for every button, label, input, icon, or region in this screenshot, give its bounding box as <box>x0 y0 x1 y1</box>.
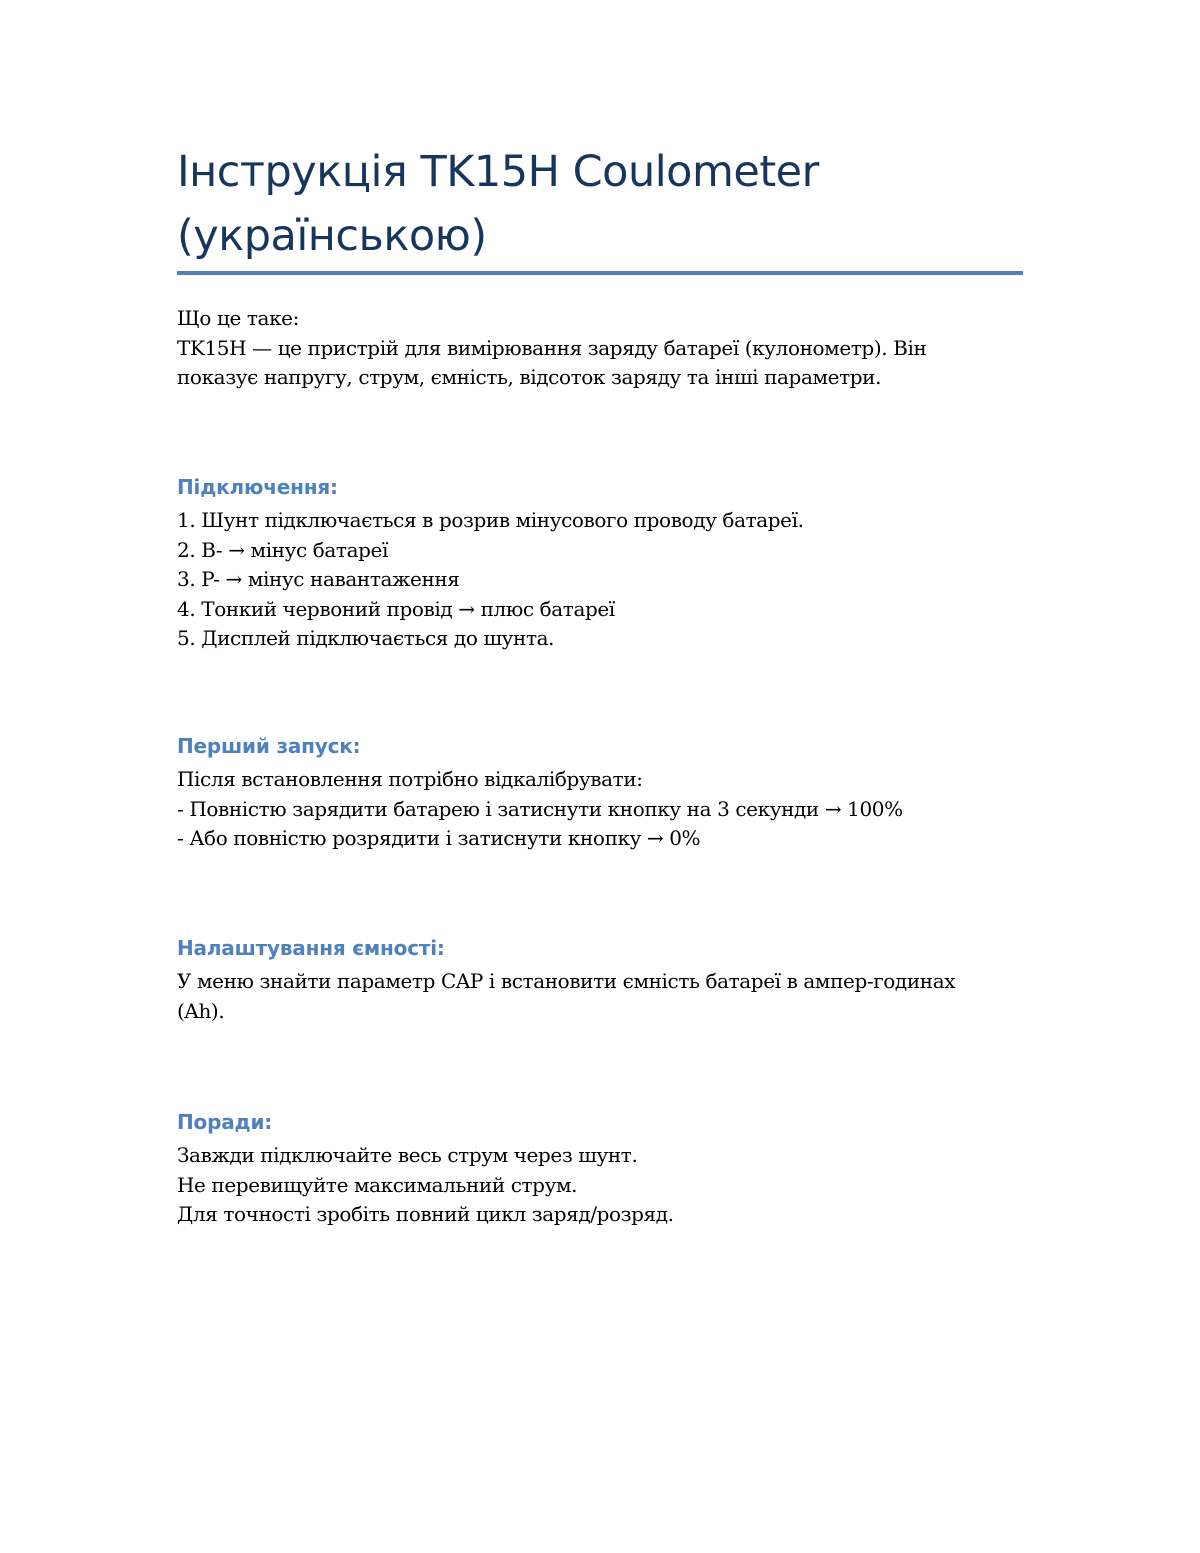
intro-label: Що це таке: <box>177 306 299 330</box>
connection-item-3 <box>177 565 1023 595</box>
item-text: Дисплей підключається до шунта. <box>201 626 555 650</box>
capacity-line-2: (Ah). <box>177 998 225 1023</box>
item-text: → мінус навантаження <box>219 567 460 591</box>
connection-item-4 <box>177 595 1023 625</box>
item-number: 1. <box>177 508 202 532</box>
tips-text <box>177 1141 1023 1230</box>
connection-heading: Підключення: <box>177 475 338 499</box>
first-start-section <box>177 731 1023 854</box>
first-start-line-1: Після встановлення потрібно відкалібрувати: <box>177 767 643 791</box>
capacity-text-post: і встановити ємність батареї в ампер-годинах <box>482 969 956 993</box>
connection-list <box>177 506 1023 654</box>
tip-1: Завжди підключайте весь струм через шунт. <box>177 1143 638 1167</box>
intro-line-2: показує напругу, струм, ємність, відсоток заряду та інші параметри. <box>177 365 882 389</box>
intro-device-code: TK15H <box>177 335 247 360</box>
connection-item-2 <box>177 536 1023 566</box>
first-start-heading: Перший запуск: <box>177 734 361 758</box>
tip-2: Не перевищуйте максимальний струм. <box>177 1172 578 1197</box>
tips-section <box>177 1107 1023 1230</box>
title-underline <box>177 271 1023 275</box>
item-number: 4. <box>177 596 202 621</box>
first-start-line-2: - Повністю зарядити батарею і затиснути кнопку на 3 секунди → 100% <box>177 796 903 821</box>
item-text: Шунт підключається в розрив мінусового проводу батареї. <box>201 508 804 532</box>
item-number: 2. <box>177 537 202 562</box>
document-title <box>177 140 1023 268</box>
terminal-code: B- <box>201 537 223 562</box>
parameter-code: CAP <box>440 969 483 993</box>
capacity-section <box>177 933 1023 1026</box>
first-start-text <box>177 765 1023 854</box>
intro-paragraph <box>177 304 1023 393</box>
first-start-line-3: - Або повністю розрядити і затиснути кнопку → 0% <box>177 826 701 850</box>
title-line-2: (українською) <box>177 211 487 261</box>
connection-section <box>177 472 1023 654</box>
connection-item-5 <box>177 624 1023 654</box>
tips-heading: Поради: <box>177 1110 273 1134</box>
intro-line-1 <box>177 334 1023 364</box>
item-text: Тонкий червоний провід → плюс батареї <box>201 596 615 621</box>
connection-item-1 <box>177 506 1023 536</box>
capacity-text-pre: У меню знайти параметр <box>177 969 441 993</box>
capacity-line-1 <box>177 967 1023 997</box>
intro-section <box>177 304 1023 393</box>
tip-3: Для точності зробіть повний цикл заряд/розряд. <box>177 1202 674 1226</box>
title-line-1: Інструкція TK15H Coulometer <box>177 147 819 197</box>
item-number: 5. <box>177 626 202 650</box>
item-number: 3. <box>177 567 202 591</box>
intro-line-1-text: — це пристрій для вимірювання заряду батареї (кулонометр). Він <box>246 335 927 360</box>
item-text: → мінус батареї <box>222 537 388 562</box>
capacity-text <box>177 967 1023 1026</box>
terminal-code: P- <box>201 567 220 591</box>
capacity-heading: Налаштування ємності: <box>177 936 445 960</box>
